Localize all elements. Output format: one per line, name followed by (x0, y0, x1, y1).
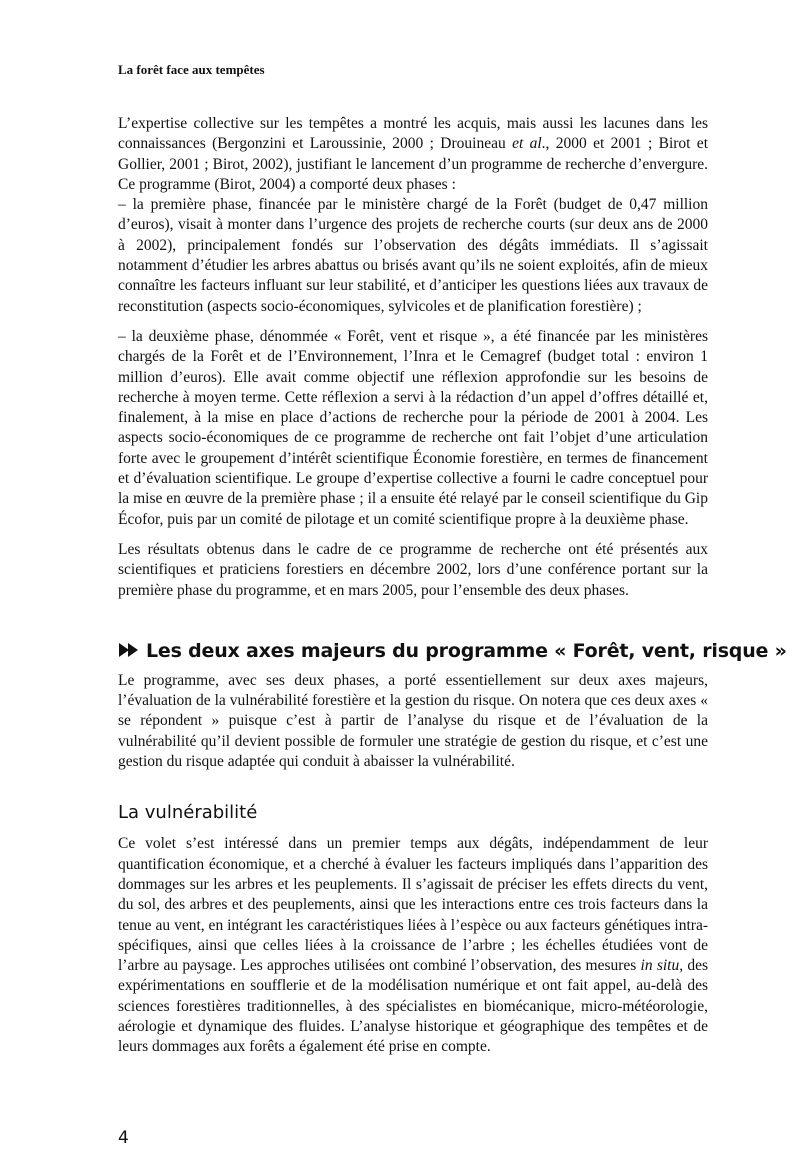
running-head: La forêt face aux tempêtes (118, 62, 265, 77)
section-title: Les deux axes majeurs du programme « Forêt, vent, risque » (146, 639, 787, 662)
et-al: et al (512, 135, 542, 153)
in-situ: in situ, (640, 957, 684, 975)
section-paragraph: Le programme, avec ses deux phases, a porté essentiellement sur deux axes majeurs, l’évaluation de la vulnérabilité forestière et la gestion du risque. On notera que ces deux axes « se répondent » puisque c’est à partir de l’analyse du risque et de l’évaluation de la vulnérabilité qu’il devient possible de formuler une stratégie de gestion du risque, et c’est une gestion du risque adaptée qui conduit à abaisser la vulnérabilité. (118, 671, 708, 771)
subsection-paragraph (118, 834, 708, 1057)
page-number: 4 (118, 1128, 129, 1148)
intro-text (118, 114, 708, 195)
list-item-phase-2: – la deuxième phase, dénommée « Forêt, vent et risque », a été financée par les ministères chargés de la Forêt et de l’Environnement, l’Inra et le Cemagref (budget total : environ 1 million d’euros). Elle avait comme objectif une réflexion approfondie sur les besoins de recherche à moyen terme. Cette réflexion a servi à la rédaction d’un appel d’offres détaillé et, finalement, à la mise en place d’actions de recherche pour la période de 2001 à 2004. Les aspects socio-économiques de ce programme de recherche ont fait l’objet d’une articulation forte avec le groupement d’intérêt scientifique Économie forestière, en termes de financement et d’évaluation scientifique. Le groupe d’expertise collective a fourni le cadre conceptuel pour la mise en œuvre de la première phase ; il a ensuite été relayé par le conseil scientifique du Gip Écofor, puis par un comité de pilotage et un comité scientifique propre à la deuxième phase. (118, 327, 708, 528)
subsection-text-b: des expérimentations en soufflerie et de la modélisation numérique et ont fait appel, au-delà des sciences forestières traditionnelles, à des spécialistes en biomécanique, micro-météorologie, aérologie et dynamique des fluides. L’analyse historique et géographique des tempêtes et de leurs dommages aux forêts a également été prise en compte. (118, 957, 708, 1056)
list-item-phase-1: – la première phase, financée par le ministère chargé de la Forêt (budget de 0,47 million d’euros), visait à monter dans l’urgence des projets de recherche courts (sur deux ans de 2000 à 2002), principalement fondés sur l’observation des dégâts immédiats. Il s’agissait notamment d’étudier les arbres abattus ou brisés avant qu’ils ne soient exploités, afin de mieux connaître les facteurs influant sur leur stabilité, et d’anticiper les questions liées aux travaux de reconstitution (aspects socio-économiques, sylvicoles et de planification forestière) ; (118, 196, 708, 315)
intro-text-a: L’expertise collective sur les tempêtes a montré les acquis, mais aussi les lacunes dans les connaissances (Bergonzini et Laroussinie, 2000 ; Drouineau (118, 115, 708, 153)
section-heading (118, 639, 787, 663)
page-content (118, 114, 787, 1068)
subsection-heading: La vulnérabilité (118, 802, 258, 824)
subsection-text-a: Ce volet s’est intéressé dans un premier temps aux dégâts, indépendamment de leur quantification économique, et a cherché à évaluer les facteurs impliqués dans l’apparition des dommages sur les arbres et les peuplements. Il s’agissait de préciser les effets directs du vent, du sol, des arbres et des peuplements, ainsi que les interactions entre ces trois facteurs dans la tenue au vent, en intégrant les caractéristiques liées à l’espèce ou aux facteurs génétiques intra-spécifiques, ainsi que celles liées à la croissance de l’arbre ; les échelles étudiées vont de l’arbre au paysage. Les approches utilisées ont combiné l’observation, des mesures (118, 835, 708, 975)
double-arrow-icon (118, 639, 146, 663)
results-paragraph: Les résultats obtenus dans le cadre de ce programme de recherche ont été présentés aux scientifiques et praticiens forestiers en décembre 2002, lors d’une conférence portant sur la première phase du programme, et en mars 2005, pour l’ensemble des deux phases. (118, 540, 708, 599)
intro-paragraph (118, 114, 708, 530)
intro-text-b: ., 2000 et 2001 ; Birot et Gollier, 2001 ; Birot, 2002), justifiant le lancement d’un programme de recherche d’envergure. Ce programme (Birot, 2004) a comporté deux phases : (118, 135, 708, 193)
